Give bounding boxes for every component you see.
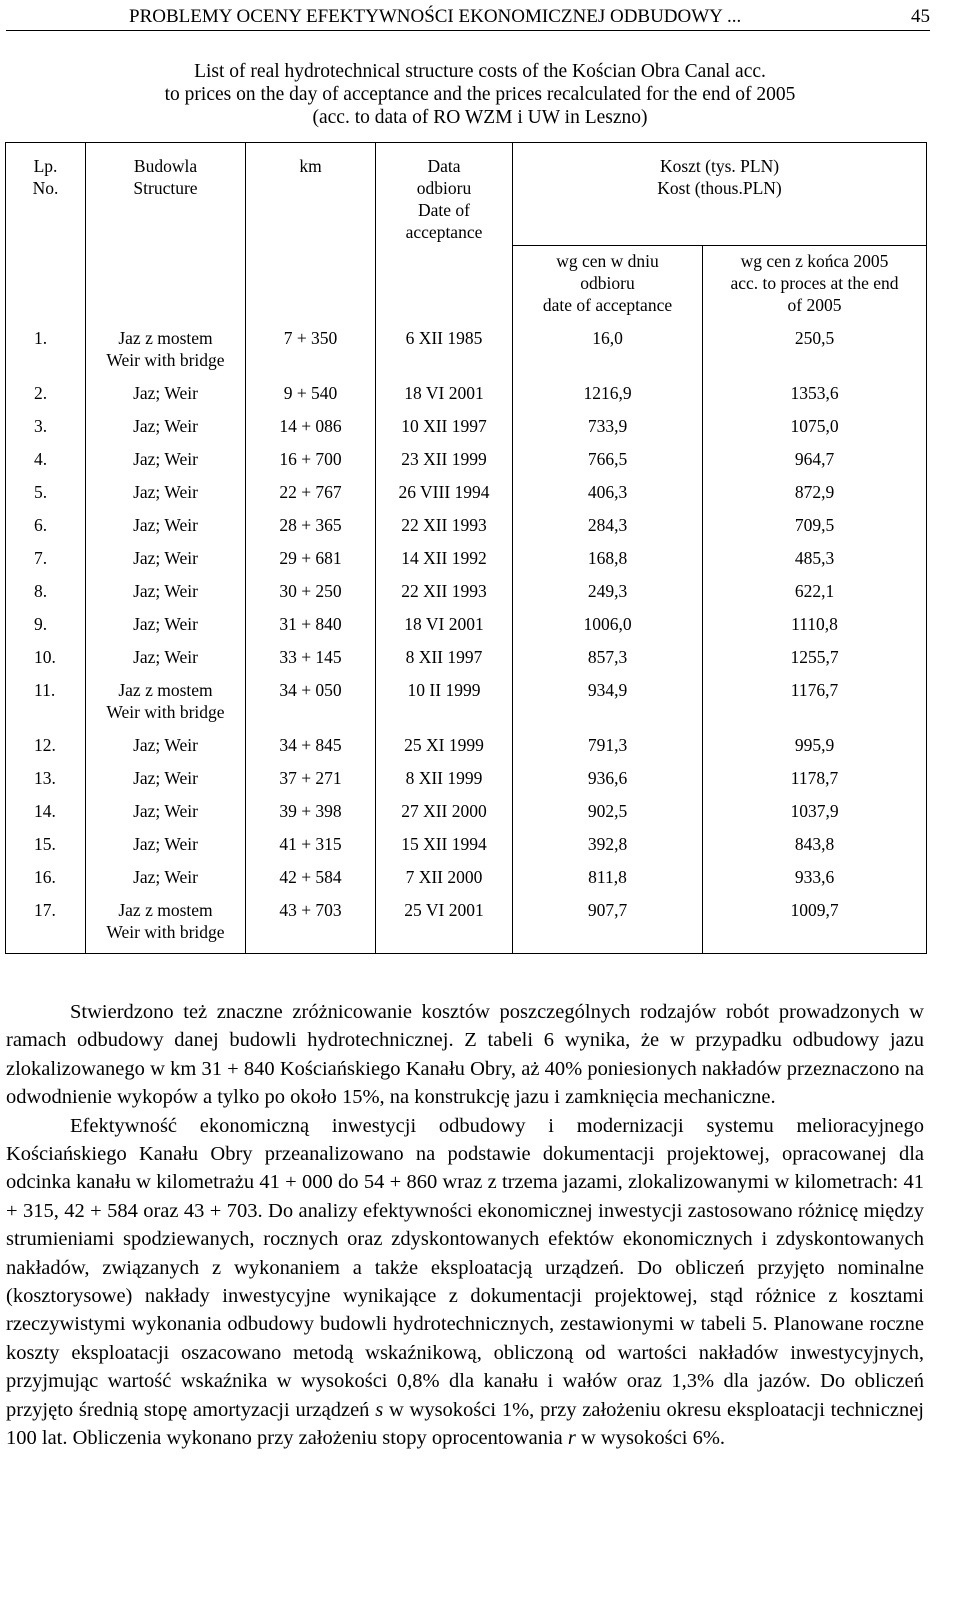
cell-cost-acceptance: 766,5: [513, 448, 703, 481]
cell-date: 25 VI 2001: [376, 899, 513, 954]
table-row: [6, 866, 927, 899]
cell-date: 18 VI 2001: [376, 382, 513, 415]
cell-date: 15 XII 1994: [376, 833, 513, 866]
costs-table: [5, 142, 927, 954]
cell-date: 8 XII 1997: [376, 646, 513, 679]
cell-km: 34 + 845: [246, 734, 376, 767]
table-row: [6, 514, 927, 547]
cell-cost-acceptance: 733,9: [513, 415, 703, 448]
cell-cost-acceptance: 936,6: [513, 767, 703, 800]
header-cost-acceptance: wg cen w dniu odbioru date of acceptance: [513, 246, 703, 321]
cell-cost-2005: 1176,7: [703, 679, 927, 734]
table-row: [6, 481, 927, 514]
cell-structure: Jaz; Weir: [86, 734, 246, 767]
cell-cost-2005: 1353,6: [703, 382, 927, 415]
table-row: [6, 646, 927, 679]
cell-structure: Jaz z mostem Weir with bridge: [86, 899, 246, 954]
cell-km: 33 + 145: [246, 646, 376, 679]
cell-cost-acceptance: 811,8: [513, 866, 703, 899]
cell-structure: Jaz; Weir: [86, 767, 246, 800]
cell-no: 17.: [6, 899, 86, 954]
cell-no: 4.: [6, 448, 86, 481]
table-row: [6, 320, 927, 382]
cell-km: 37 + 271: [246, 767, 376, 800]
cell-cost-2005: 1009,7: [703, 899, 927, 954]
cell-structure: Jaz; Weir: [86, 415, 246, 448]
page-number: 45: [911, 6, 930, 27]
header-structure: Budowla Structure: [86, 143, 246, 321]
cell-structure: Jaz; Weir: [86, 833, 246, 866]
table-row: [6, 734, 927, 767]
cell-cost-2005: 622,1: [703, 580, 927, 613]
cell-km: 7 + 350: [246, 320, 376, 382]
table-row: [6, 833, 927, 866]
cell-km: 28 + 365: [246, 514, 376, 547]
cell-date: 6 XII 1985: [376, 320, 513, 382]
table-caption: [0, 60, 960, 129]
cell-cost-2005: 1110,8: [703, 613, 927, 646]
cell-no: 5.: [6, 481, 86, 514]
cell-cost-acceptance: 902,5: [513, 800, 703, 833]
cell-cost-2005: 964,7: [703, 448, 927, 481]
cell-no: 6.: [6, 514, 86, 547]
cell-structure: Jaz; Weir: [86, 514, 246, 547]
cell-date: 25 XI 1999: [376, 734, 513, 767]
cell-date: 22 XII 1993: [376, 580, 513, 613]
cell-km: 43 + 703: [246, 899, 376, 954]
table-row: [6, 382, 927, 415]
cell-cost-2005: 485,3: [703, 547, 927, 580]
table-row: [6, 767, 927, 800]
cell-cost-acceptance: 934,9: [513, 679, 703, 734]
cell-cost-2005: 843,8: [703, 833, 927, 866]
cell-structure: Jaz; Weir: [86, 866, 246, 899]
cell-no: 1.: [6, 320, 86, 382]
running-header: [6, 2, 930, 31]
cell-no: 12.: [6, 734, 86, 767]
cell-structure: Jaz; Weir: [86, 448, 246, 481]
cell-cost-acceptance: 392,8: [513, 833, 703, 866]
cell-cost-acceptance: 907,7: [513, 899, 703, 954]
cell-cost-2005: 933,6: [703, 866, 927, 899]
cell-date: 27 XII 2000: [376, 800, 513, 833]
table-row: [6, 580, 927, 613]
cell-cost-2005: 1037,9: [703, 800, 927, 833]
cell-no: 3.: [6, 415, 86, 448]
table-row: [6, 899, 927, 954]
cell-structure: Jaz; Weir: [86, 800, 246, 833]
cell-date: 22 XII 1993: [376, 514, 513, 547]
cell-structure: Jaz z mostem Weir with bridge: [86, 679, 246, 734]
cell-km: 22 + 767: [246, 481, 376, 514]
table-body: [6, 320, 927, 954]
cell-no: 7.: [6, 547, 86, 580]
cell-date: 23 XII 1999: [376, 448, 513, 481]
table-row: [6, 415, 927, 448]
cell-cost-2005: 250,5: [703, 320, 927, 382]
cell-no: 8.: [6, 580, 86, 613]
cell-date: 10 XII 1997: [376, 415, 513, 448]
cell-cost-acceptance: 16,0: [513, 320, 703, 382]
table-row: [6, 679, 927, 734]
cell-cost-2005: 995,9: [703, 734, 927, 767]
cell-no: 9.: [6, 613, 86, 646]
cell-km: 41 + 315: [246, 833, 376, 866]
cell-no: 15.: [6, 833, 86, 866]
cell-structure: Jaz; Weir: [86, 646, 246, 679]
header-cost: Koszt (tys. PLN) Kost (thous.PLN): [513, 143, 927, 246]
table-header-row: [6, 143, 927, 246]
cell-cost-acceptance: 1006,0: [513, 613, 703, 646]
table-row: [6, 613, 927, 646]
table-row: [6, 448, 927, 481]
cell-no: 11.: [6, 679, 86, 734]
cell-cost-2005: 709,5: [703, 514, 927, 547]
cell-km: 30 + 250: [246, 580, 376, 613]
cell-cost-acceptance: 406,3: [513, 481, 703, 514]
cell-cost-acceptance: 249,3: [513, 580, 703, 613]
cell-date: 26 VIII 1994: [376, 481, 513, 514]
paragraph-1: Stwierdzono też znaczne zróżnicowanie kosztów poszczególnych rodzajów robót prowadzonych w ramach odbudowy danej budowli hydrotechnicznej. Z tabeli 6 wynika, że w przypadku odbudowy jazu zlokalizowanego w km 31 + 840 Kościańskiego Kanału Obry, aż 40% poniesionych nakładów przeznaczono na odwodnienie wykopów a tylko po około 15%, na konstrukcję jazu i zamknięcia mechaniczne.: [6, 1001, 924, 1109]
cell-cost-2005: 1075,0: [703, 415, 927, 448]
cell-km: 34 + 050: [246, 679, 376, 734]
cell-structure: Jaz; Weir: [86, 547, 246, 580]
cell-structure: Jaz z mostem Weir with bridge: [86, 320, 246, 382]
caption-line-2: to prices on the day of acceptance and the prices recalculated for the end of 2005: [164, 84, 796, 105]
cell-no: 2.: [6, 382, 86, 415]
cell-date: 8 XII 1999: [376, 767, 513, 800]
cell-no: 10.: [6, 646, 86, 679]
cell-km: 31 + 840: [246, 613, 376, 646]
cell-date: 18 VI 2001: [376, 613, 513, 646]
cell-km: 14 + 086: [246, 415, 376, 448]
table-row: [6, 800, 927, 833]
cell-cost-acceptance: 791,3: [513, 734, 703, 767]
cell-km: 9 + 540: [246, 382, 376, 415]
cell-cost-acceptance: 857,3: [513, 646, 703, 679]
cell-cost-2005: 1178,7: [703, 767, 927, 800]
cell-date: 10 II 1999: [376, 679, 513, 734]
caption-line-1: List of real hydrotechnical structure costs of the Kościan Obra Canal acc.: [194, 61, 766, 82]
cell-no: 16.: [6, 866, 86, 899]
cell-structure: Jaz; Weir: [86, 382, 246, 415]
cell-cost-acceptance: 1216,9: [513, 382, 703, 415]
cell-structure: Jaz; Weir: [86, 481, 246, 514]
paragraph-2: Efektywność ekonomiczną inwestycji odbudowy i modernizacji systemu melioracyjnego Kościańskiego Kanału Obry przeanalizowano na podstawie dokumentacji projektowej, opracowanej dla odcinka kanału w kilometrażu 41 + 000 do 54 + 860 wraz z trzema jazami, zlokalizowanymi w kilometrach: 41 + 315, 42 + 584 oraz 43 + 703. Do analizy efektywności ekonomicznej inwestycji zastosowano różnicę między strumieniami spodziewanych, rocznych oraz zdyskontowanych efektów ekonomicznych i zdyskontowanych nakładów, związanych z wykonaniem a także eksploatacją urządzeń. Do obliczeń przyjęto nominalne (kosztorysowe) nakłady inwestycyjne wynikające z dokumentacji projektowej, stąd różnice z kosztami rzeczywistymi wykonania odbudowy budowli hydrotechnicznych, zestawionymi w tabeli 5. Planowane roczne koszty eksploatacji oszacowano metodą wskaźnikową, obliczoną od wartości nakładów inwestycyjnych, przyjmując wartość wskaźnika w wysokości 0,8% dla kanału i wałów oraz 1,3% dla jazów. Do obliczeń przyjęto średnią stopę amortyzacji urządzeń s w wysokości 1%, przy założeniu okresu eksploatacji technicznej 100 lat. Obliczenia wykonano przy założeniu stopy oprocentowania r w wysokości 6%.: [6, 1114, 924, 1450]
header-cost-2005: wg cen z końca 2005 acc. to proces at the end of 2005: [703, 246, 927, 321]
cell-km: 29 + 681: [246, 547, 376, 580]
cell-date: 14 XII 1992: [376, 547, 513, 580]
cell-km: 42 + 584: [246, 866, 376, 899]
table-row: [6, 547, 927, 580]
cell-cost-acceptance: 284,3: [513, 514, 703, 547]
cell-cost-acceptance: 168,8: [513, 547, 703, 580]
cell-cost-2005: 872,9: [703, 481, 927, 514]
cell-cost-2005: 1255,7: [703, 646, 927, 679]
cell-km: 16 + 700: [246, 448, 376, 481]
cell-km: 39 + 398: [246, 800, 376, 833]
cell-no: 13.: [6, 767, 86, 800]
cell-date: 7 XII 2000: [376, 866, 513, 899]
body-text: [6, 998, 924, 1453]
cell-structure: Jaz; Weir: [86, 613, 246, 646]
caption-line-3: (acc. to data of RO WZM i UW in Leszno): [312, 107, 648, 128]
header-date: Data odbioru Date of acceptance: [376, 143, 513, 321]
running-title: PROBLEMY OCENY EFEKTYWNOŚCI EKONOMICZNEJ ODBUDOWY ...: [129, 6, 742, 27]
cell-no: 14.: [6, 800, 86, 833]
header-km: km: [246, 143, 376, 321]
header-lp: Lp. No.: [6, 143, 86, 321]
cell-structure: Jaz; Weir: [86, 580, 246, 613]
